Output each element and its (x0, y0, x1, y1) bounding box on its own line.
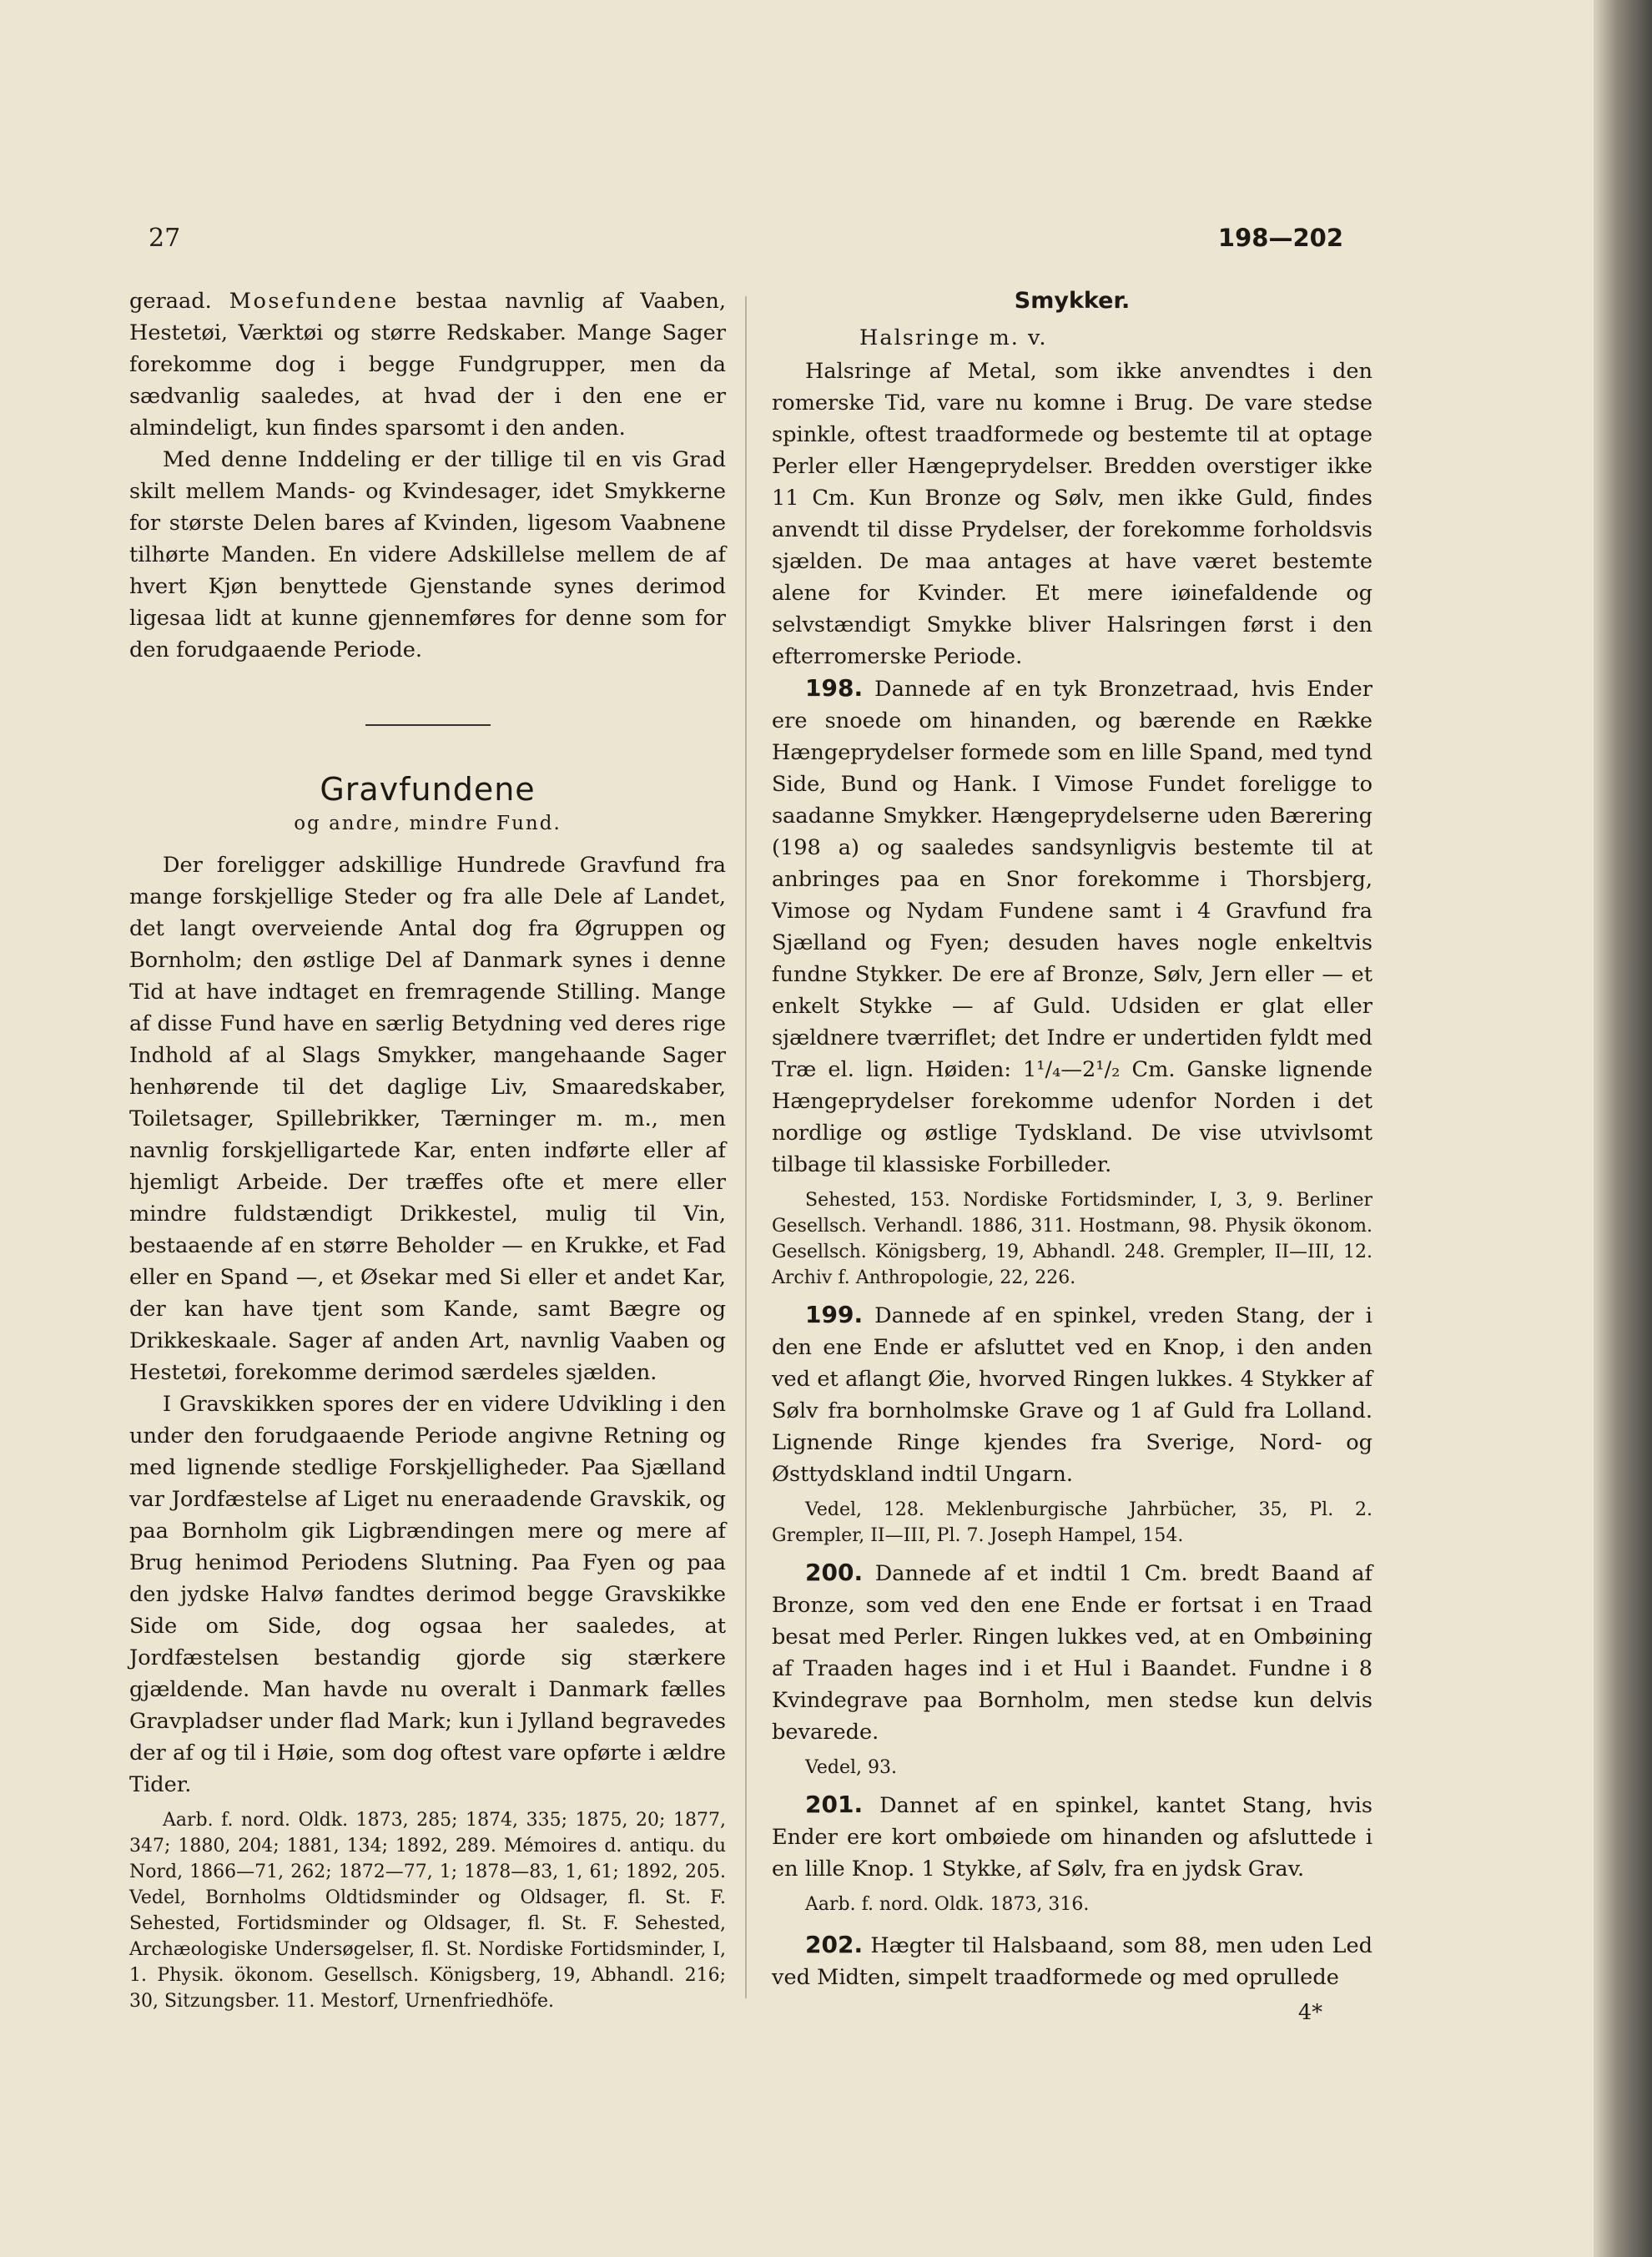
page-number: 27 (149, 224, 181, 253)
entry-text: Dannede af en tyk Bronzetraad, hvis Ender ere snoede om hinanden, og bærende en Række Hængeprydelser formede som en lille Spand, med tynd Side, Bund og Hank. I Vimose Fundet foreligge to saadanne Smykker. Hængeprydelserne uden Bærering (198 a) og saaledes sandsynligvis bestemte til at anbringes paa en Snor forekomme i Thorsbjerg, Vimose og Nydam Fundene samt i 4 Gravfund fra Sjælland og Fyen; desuden haves nogle enkeltvis fundne Stykker. De ere af Bronze, Sølv, Jern eller — et enkelt Stykke — af Guld. Udsiden er glat eller sjældnere tværriflet; det Indre er undertiden fyldt med Træ el. lign. Høiden: 1¹/₄—2¹/₂ Cm. Ganske lignende Hængeprydelser forekomme udenfor Norden i det nordlige og østlige Tydskland. De vise utvivlsomt tilbage til klassiske Forbilleder. (772, 677, 1372, 1177)
entry-number: 199. (805, 1301, 864, 1328)
catalogue-entry (772, 1789, 1372, 1885)
text-run: bestaa navnlig af Vaaben, Hestetøi, Værktøi og større Redskaber. Mange Sager forekomme dog i begge Fundgrupper, men da sædvanlig saaledes, at hvad der i den ene er almindeligt, kun findes sparsomt i den anden. (129, 289, 727, 441)
paragraph (129, 285, 726, 444)
entry-range-header: 198—202 (1217, 224, 1343, 252)
entry-number: 202. (805, 1931, 864, 1958)
entry-reference: Aarb. f. nord. Oldk. 1873, 316. (805, 1894, 1090, 1915)
entry-reference: Sehested, 153. Nordiske Fortidsminder, I, 3, 9. Berliner Gesellsch. Verhandl. 1886, 311. Hostmann, 98. Physik ökonom. Gesellsch. Königsberg, 19, Abhandl. 248. Grempler, II—III, 12. Archiv f. Anthropologie, 22, 226. (772, 1190, 1372, 1288)
entry-text: Dannede af en spinkel, vreden Stang, der i den ene Ende er afsluttet ved en Knop, i den anden ved et aflangt Øie, hvorved Ringen lukkes. 4 Stykker af Sølv fra bornholmske Grave og 1 af Guld fra Lolland. Lignende Ringe kjendes fra Sverige, Nord- og Østtydskland indtil Ungarn. (772, 1303, 1372, 1487)
paragraph: I Gravskikken spores der en videre Udvikling i den under den forudgaaende Periode angivne Retning og med lignende stedlige Forskjelligheder. Paa Sjælland var Jordfæstelse af Liget nu eneraadende Gravskik, og paa Bornholm gik Ligbrændingen mere og mere af Brug henimod Periodens Slutning. Paa Fyen og paa den jydske Halvø fandtes derimod begge Gravskikke Side om Side, dog ogsaa her saaledes, at Jordfæstelsen bestandig gjorde sig stærkere gjældende. Man havde nu overalt i Danmark fælles Gravpladser under flad Mark; kun i Jylland begravedes der af og til i Høie, som dog oftest vare opførte i ældre Tider. (129, 1392, 726, 1797)
section-title: Smykker. (1014, 288, 1131, 314)
entry-text: Dannede af et indtil 1 Cm. bredt Baand af Bronze, som ved den ene Ende er fortsat i en Traad besat med Perler. Ringen lukkes ved, at en Ombøining af Traaden hages ind i et Hul i Baandet. Fundne i 8 Kvindegrave paa Bornholm, men stedse kun delvis bevarede. (772, 1561, 1372, 1745)
paragraph: Der foreligger adskillige Hundrede Gravfund fra mange forskjellige Steder og fra alle Dele af Landet, det langt overveiende Antal dog fra Øgruppen og Bornholm; den østlige Del af Danmark synes i denne Tid at have indtaget en fremragende Stilling. Mange af disse Fund have en særlig Betydning ved deres rige Indhold af al Slags Smykker, mangehaande Sager henhørende til det daglige Liv, Smaaredskaber, Toiletsager, Spillebrikker, Tærninger m. m., men navnlig forskjelligartede Kar, enten indførte eller af hjemligt Arbeide. Der træffes ofte et mere eller mindre fuldstændigt Drikkestel, mulig til Vin, bestaaende af en større Beholder — en Krukke, et Fad eller en Spand —, et Øsekar med Si eller et andet Kar, der kan have tjent som Kande, samt Bægre og Drikkeskaale. Sager af anden Art, navnlig Vaaben og Hestetøi, forekomme derimod særdeles sjælden. (129, 853, 726, 1385)
catalogue-entry (772, 1299, 1372, 1490)
section-subtitle: Halsringe m. v. (859, 325, 1048, 350)
paragraph: Halsringe af Metal, som ikke anvendtes i den romerske Tid, vare nu komne i Brug. De vare stedse spinkle, oftest traadformede og bestemte til at optage Perler eller Hængeprydelser. Bredden overstiger ikke 11 Cm. Kun Bronze og Sølv, men ikke Guld, findes anvendt til disse Prydelser, der forekomme forholdsvis sjælden. De maa antages at have været bestemte alene for Kvinder. Et mere iøinefaldende og selvstændigt Smykke bliver Halsringen først i den efterromerske Periode. (772, 359, 1372, 669)
entry-text: Dannet af en spinkel, kantet Stang, hvis Ender ere kort ombøiede om hinanden og afsluttede i en lille Knop. 1 Stykke, af Sølv, fra en jydsk Grav. (772, 1793, 1372, 1882)
column-divider (745, 296, 747, 1998)
entry-number: 198. (805, 674, 864, 702)
spaced-term: Mosefundene (229, 289, 399, 314)
catalogue-entry (772, 1557, 1372, 1748)
catalogue-entry (772, 1929, 1372, 1993)
right-column (772, 285, 1372, 2028)
section-subtitle: og andre, mindre Fund. (294, 813, 562, 834)
entry-text: Hægter til Halsbaand, som 88, men uden Led ved Midten, simpelt traadformede og med oprullede (772, 1933, 1372, 1990)
entry-reference: Vedel, 93. (805, 1757, 897, 1778)
left-column (129, 285, 726, 2023)
entry-reference: Vedel, 128. Meklenburgische Jahrbücher, 35, Pl. 2. Grempler, II—III, Pl. 7. Joseph Hampel, 154. (772, 1499, 1372, 1546)
section-title: Gravfundene (320, 771, 536, 808)
signature-mark: 4* (1297, 2000, 1322, 2025)
text-run: geraad. (129, 289, 229, 314)
section-divider (365, 724, 491, 726)
entry-number: 201. (805, 1791, 864, 1818)
paragraph: Med denne Inddeling er der tillige til en vis Grad skilt mellem Mands- og Kvindesager, idet Smykkerne for største Delen bares af Kvinden, ligesom Vaabnene tilhørte Manden. En videre Adskillelse mellem de af hvert Kjøn benyttede Gjenstande synes derimod ligesaa lidt at kunne gjennemføres for denne som for den forudgaaende Periode. (129, 447, 726, 662)
reference-list: Aarb. f. nord. Oldk. 1873, 285; 1874, 335; 1875, 20; 1877, 347; 1880, 204; 1881, 134; 1892, 289. Mémoires d. antiqu. du Nord, 1866—71, 262; 1872—77, 1; 1878—83, 1, 61; 1892, 205. Vedel, Bornholms Oldtidsminder og Oldsager, fl. St. F. Sehested, Fortidsminder og Oldsager, fl. St. F. Sehested, Archæologiske Undersøgelser, fl. St. Nordiske Fortidsminder, I, 1. Physik. ökonom. Gesellsch. Königsberg, 19, Abhandl. 216; 30, Sitzungsber. 11. Mestorf, Urnenfriedhöfe. (129, 1810, 726, 2012)
book-page-edge (1594, 0, 1652, 2257)
catalogue-entry (772, 673, 1372, 1181)
entry-number: 200. (805, 1559, 864, 1586)
